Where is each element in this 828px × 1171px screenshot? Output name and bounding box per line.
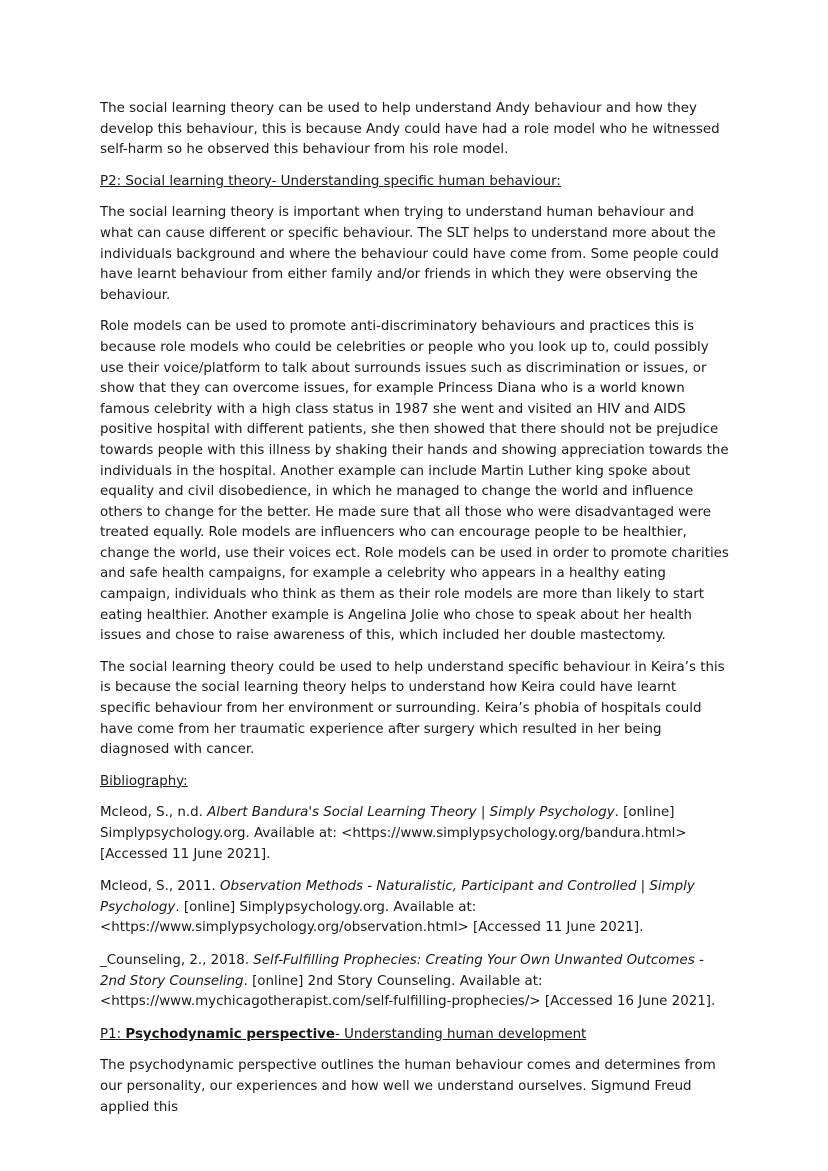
bib-entry-title: Albert Bandura's Social Learning Theory | Simply Psychology: [207, 805, 615, 821]
bib-entry-suffix: . [online] Simplypsychology.org. Available at: <https://www.simplypsychology.org/bandura.html> [Accessed 11 June 2021].: [100, 805, 687, 862]
bib-entry-suffix: . [online] 2nd Story Counseling. Available at: <https://www.mychicagotherapist.com/self-fulfilling-prophecies/> [Accessed 16 June 2021].: [100, 973, 716, 1010]
bib-entry-title: Self-Fulfilling Prophecies: Creating Your Own Unwanted Outcomes - 2nd Story Counseling: [100, 952, 704, 989]
heading-p1-prefix: P1:: [100, 1026, 126, 1042]
paragraph-psychodynamic: The psychodynamic perspective outlines the human behaviour comes and determines from our personality, our experiences and how well we understand ourselves. Sigmund Freud applied this: [100, 1058, 716, 1115]
bibliography-entry: [100, 951, 730, 1013]
paragraph-slt-importance: The social learning theory is important when trying to understand human behaviour and what can cause different or specific behaviour. The SLT helps to understand more about the individuals background and where the behaviour could have come from. Some people could have learnt behaviour from either family and/or friends in which they were observing the behaviour.: [100, 205, 719, 303]
heading-p1: [100, 1025, 730, 1046]
paragraph-andy-behaviour: The social learning theory can be used to help understand Andy behaviour and how they develop this behaviour, this is because Andy could have had a role model who he witnessed self-harm so he observed this behaviour from his role model.: [100, 101, 720, 158]
bib-entry-prefix: Mcleod, S., n.d.: [100, 805, 208, 821]
heading-p1-rest: - Understanding human development: [335, 1026, 587, 1042]
bib-entry-suffix: . [online] Simplypsychology.org. Available at: <https://www.simplypsychology.org/observation.html> [Accessed 11 June 2021].: [100, 899, 644, 936]
heading-p2: P2: Social learning theory- Understanding specific human behaviour:: [100, 173, 561, 189]
paragraph-role-models: Role models can be used to promote anti-discriminatory behaviours and practices this is because role models who could be celebrities or people who you look up to, could possibly use their voice/platform to talk about surrounds issues such as discrimination or issues, or show that they can overcome issues, for example Princess Diana who is a world known famous celebrity with a high class status in 1987 she went and visited an HIV and AIDS positive hospital with different patients, she then showed that there should not be prejudice towards people with this illness by shaking their hands and showing appreciation towards the individuals in the hospital. Another example can include Martin Luther king spoke about equality and civil disobedience, in which he managed to change the world and influence others to change for the better. He made sure that all those who were disadvantaged were treated equally. Role models are influencers who can encourage people to be healthier, change the world, use their voices ect. Role models can be used in order to promote charities and safe health campaigns, for example a celebrity who appears in a healthy eating campaign, individuals who think as them as their role models are more than likely to start eating healthier. Another example is Angelina Jolie who chose to speak about her health issues and chose to raise awareness of this, which included her double mastectomy.: [100, 319, 729, 644]
bib-entry-title: Observation Methods - Naturalistic, Participant and Controlled | Simply Psychology: [100, 879, 695, 915]
heading-p1-bold: Psychodynamic perspective: [125, 1026, 335, 1042]
bibliography-entry: [100, 803, 730, 865]
paragraph-keira-behaviour: The social learning theory could be used to help understand specific behaviour in Keira’s this is because the social learning theory helps to understand how Keira could have learnt specific behaviour from her environment or surrounding. Keira’s phobia of hospitals could have come from her traumatic experience after surgery which resulted in her being diagnosed with cancer.: [100, 659, 725, 758]
bib-entry-prefix: Counseling, 2., 2018.: [106, 952, 254, 968]
bibliography-entry: [100, 877, 730, 939]
bib-entry-lead: _: [100, 952, 107, 968]
heading-bibliography: Bibliography:: [100, 773, 188, 789]
bib-entry-prefix: Mcleod, S., 2011.: [100, 879, 220, 895]
